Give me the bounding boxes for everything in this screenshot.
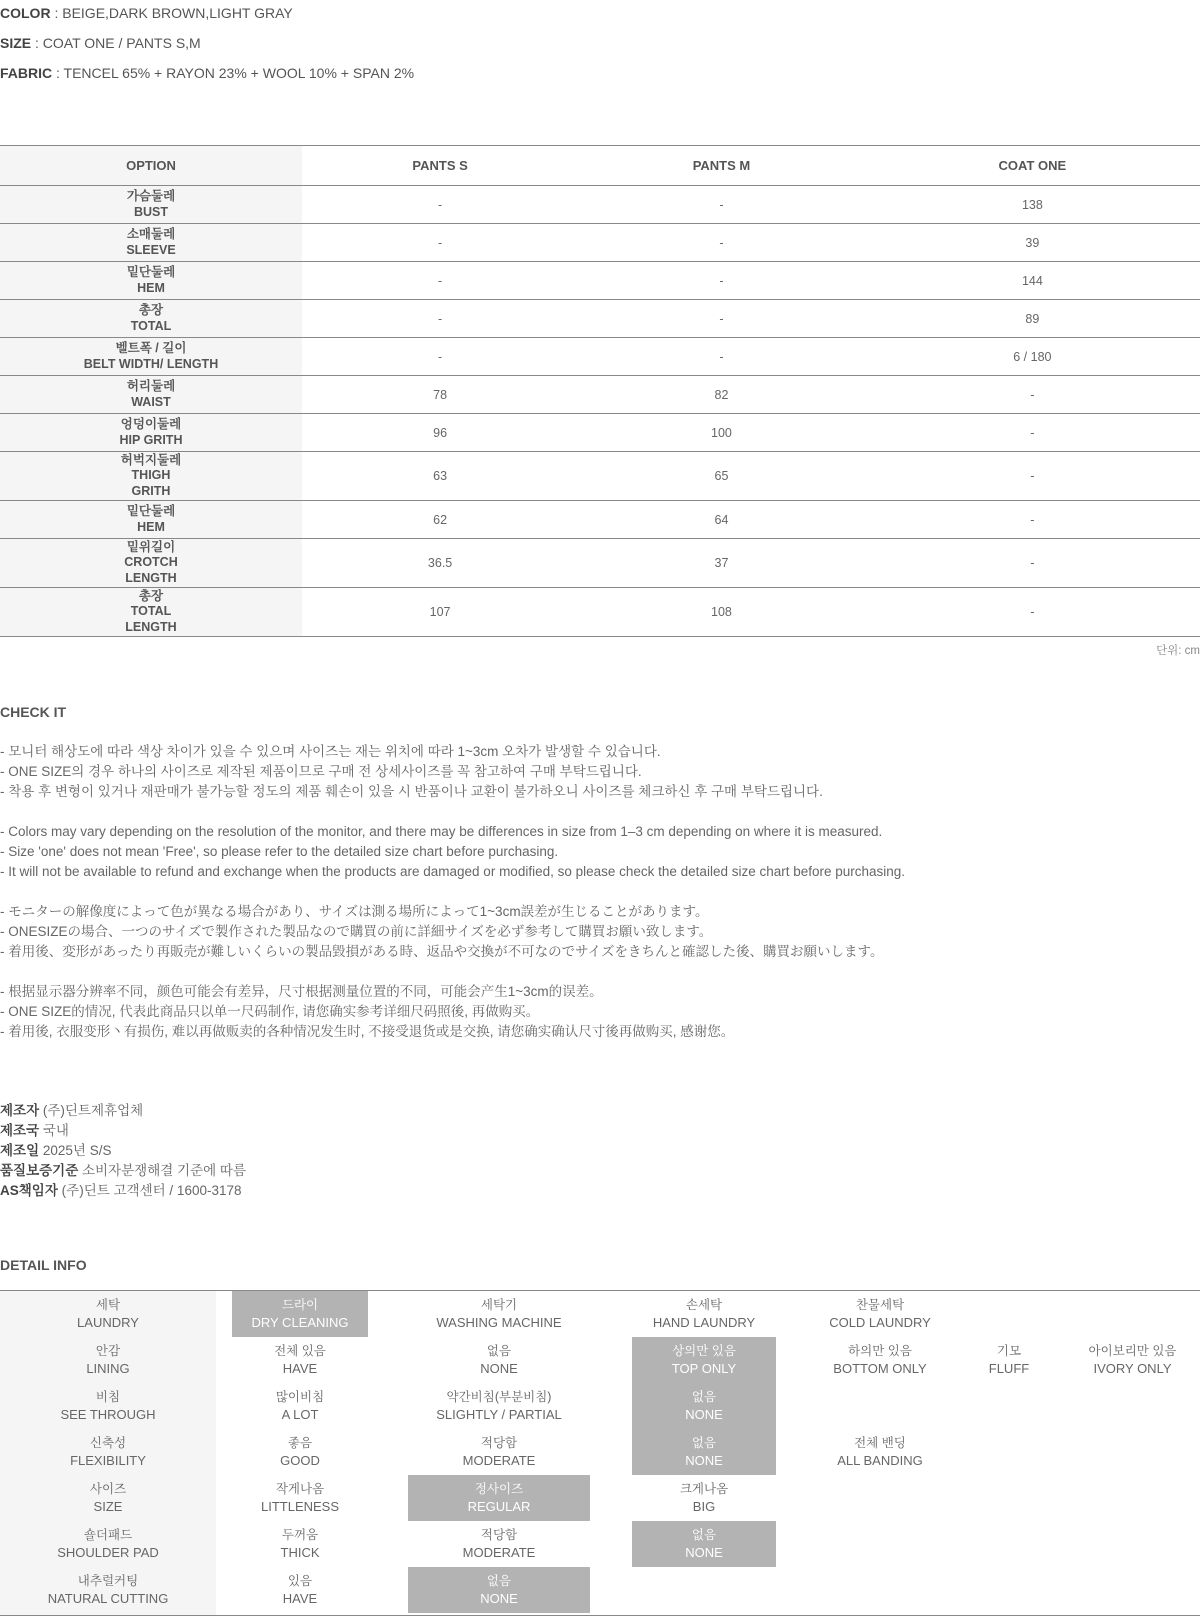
detail-info-grid xyxy=(0,1290,1200,1616)
detail-option xyxy=(408,1521,590,1567)
spec-value: BEIGE,DARK BROWN,LIGHT GRAY xyxy=(62,5,293,21)
measurement-label-en: HEM xyxy=(137,280,165,295)
detail-option-en: NONE xyxy=(480,1591,518,1606)
value-pants-s: - xyxy=(302,300,578,338)
measurement-label xyxy=(0,539,302,588)
spec-label: COLOR xyxy=(0,5,51,21)
value-pants-m: - xyxy=(578,224,865,262)
value-coat-one: 6 / 180 xyxy=(865,338,1200,376)
value-pants-m: 65 xyxy=(578,452,865,501)
detail-option-en: TOP ONLY xyxy=(671,1361,737,1376)
notice-line: - 着用後、変形があったり再販売が難しいくらいの製品毀損がある時、返品や交換が不可なのでサイズをきちんと確認した後、購買お願いします。 xyxy=(0,944,884,959)
detail-option-ko: 두꺼움 xyxy=(281,1527,319,1542)
spec-fabric: FABRIC : TENCEL 65% + RAYON 23% + WOOL 10% + SPAN 2% xyxy=(0,65,415,81)
spec-label: SIZE xyxy=(0,35,32,51)
value-coat-one: - xyxy=(865,588,1200,637)
detail-header-en: SHOULDER PAD xyxy=(57,1545,159,1560)
detail-option xyxy=(632,1291,776,1337)
notice-line: - 착용 후 변형이 있거나 재판매가 불가능할 정도의 제품 훼손이 있을 시 반품이나 교환이 불가하오니 사이즈를 체크하신 후 구매 부탁드립니다. xyxy=(0,784,823,799)
maker-row xyxy=(0,1161,246,1181)
size-row xyxy=(0,376,1200,414)
measurement-label-en: SLEEVE xyxy=(126,242,176,257)
detail-option-ko: 약간비침(부분비침) xyxy=(446,1389,552,1404)
detail-option xyxy=(408,1291,590,1337)
detail-option-en: SLIGHTLY / PARTIAL xyxy=(436,1407,562,1422)
detail-option-ko: 작게나옴 xyxy=(275,1481,325,1496)
detail-option-en: DRY CLEANING xyxy=(251,1315,349,1330)
detail-option-ko: 없음 xyxy=(486,1343,512,1358)
detail-option-ko: 상의만 있음 xyxy=(672,1343,736,1358)
size-row xyxy=(0,224,1200,262)
maker-value: 소비자분쟁해결 기준에 따름 xyxy=(82,1163,247,1178)
notice-line: - ONE SIZE的情况, 代表此商品只以单一尺码制作, 请您确实参考详细尺码照後, 再做购买。 xyxy=(0,1004,540,1019)
measurement-label xyxy=(0,588,302,637)
detail-option-ko: 없음 xyxy=(691,1435,717,1450)
detail-option-selected xyxy=(232,1291,368,1337)
detail-option xyxy=(632,1475,776,1521)
measurement-label xyxy=(0,338,302,376)
value-pants-s: 36.5 xyxy=(302,539,578,588)
detail-option-en: FLUFF xyxy=(988,1361,1030,1376)
maker-row xyxy=(0,1101,246,1121)
notice-line: - ONE SIZE의 경우 하나의 사이즈로 제작된 제품이므로 구매 전 상세사이즈를 꼭 참고하여 구매 부탁드립니다. xyxy=(0,764,642,779)
notice-line: - モニターの解像度によって色が異なる場合があり、サイズは測る場所によって1~3cm誤差が生じることがあります。 xyxy=(0,904,709,919)
detail-header-ko: 안감 xyxy=(95,1343,121,1358)
detail-option-ko: 없음 xyxy=(691,1527,717,1542)
detail-option-ko: 드라이 xyxy=(281,1297,319,1312)
detail-option-en: HAVE xyxy=(282,1591,318,1606)
detail-option xyxy=(232,1383,368,1429)
detail-header-en: LAUNDRY xyxy=(77,1315,139,1330)
header-option: OPTION xyxy=(0,146,302,186)
check-it-title: CHECK IT xyxy=(0,704,67,720)
unit-label: 단위: cm xyxy=(1156,645,1200,657)
detail-option-en: BOTTOM ONLY xyxy=(833,1361,927,1376)
detail-option-ko: 크게나옴 xyxy=(679,1481,729,1496)
detail-option-selected xyxy=(408,1475,590,1521)
detail-option-selected xyxy=(632,1383,776,1429)
value-pants-s: - xyxy=(302,338,578,376)
value-pants-m: - xyxy=(578,262,865,300)
maker-row xyxy=(0,1121,246,1141)
value-pants-s: 63 xyxy=(302,452,578,501)
measurement-label-ko: 허리둘레 xyxy=(126,379,176,393)
detail-option-ko: 아이보리만 있음 xyxy=(1088,1343,1177,1358)
size-row xyxy=(0,300,1200,338)
detail-option xyxy=(232,1429,368,1475)
detail-header-ko: 세탁 xyxy=(95,1297,121,1312)
value-coat-one: - xyxy=(865,539,1200,588)
header-pants-m: PANTS M xyxy=(578,146,865,186)
value-coat-one: - xyxy=(865,452,1200,501)
detail-option-en: NONE xyxy=(685,1407,723,1422)
detail-option-ko: 적당함 xyxy=(480,1527,518,1542)
measurement-label-ko: 벨트폭 / 길이 xyxy=(115,341,187,355)
detail-option-en: HAND LAUNDRY xyxy=(652,1315,756,1330)
detail-option-en: NONE xyxy=(480,1361,518,1376)
detail-option xyxy=(408,1337,590,1383)
value-coat-one: 89 xyxy=(865,300,1200,338)
detail-option-ko: 없음 xyxy=(691,1389,717,1404)
detail-option xyxy=(808,1429,952,1475)
measurement-label-ko: 허벅지둘레 xyxy=(120,452,182,467)
detail-header-en: SEE THROUGH xyxy=(60,1407,156,1422)
maker-value: 국내 xyxy=(42,1123,69,1138)
value-coat-one: - xyxy=(865,376,1200,414)
detail-header-en: SIZE xyxy=(93,1499,123,1514)
detail-option xyxy=(1065,1337,1200,1383)
detail-header-ko: 신축성 xyxy=(89,1435,127,1450)
detail-option-ko: 적당함 xyxy=(480,1435,518,1450)
measurement-label-en: BUST xyxy=(133,204,169,219)
detail-option xyxy=(808,1291,952,1337)
size-row xyxy=(0,588,1200,637)
detail-option-en: COLD LAUNDRY xyxy=(829,1315,931,1330)
notice-line: - 根据显示器分辨率不同，颜色可能会有差异，尺寸根据测量位置的不同，可能会产生1~3cm的误差。 xyxy=(0,984,603,999)
notice-line: - 着用後, 衣服变形丶有损伤, 难以再做贩卖的各种情况发生时, 不接受退货或是交换, 请您确实确认尺寸後再做购买, 感谢您。 xyxy=(0,1024,735,1039)
value-pants-s: 96 xyxy=(302,414,578,452)
maker-label: 제조일 xyxy=(0,1143,40,1158)
measurement-label xyxy=(0,300,302,338)
notice-line: - 모니터 해상도에 따라 색상 차이가 있을 수 있으며 사이즈는 재는 위치에 따라 1~3cm 오차가 발생할 수 있습니다. xyxy=(0,744,661,759)
spec-value: TENCEL 65% + RAYON 23% + WOOL 10% + SPAN 2% xyxy=(63,65,415,81)
detail-row-header xyxy=(0,1521,216,1567)
value-pants-m: 108 xyxy=(578,588,865,637)
detail-option-ko: 없음 xyxy=(486,1573,512,1588)
measurement-label-en: CROTCH xyxy=(124,555,178,570)
detail-option xyxy=(955,1337,1063,1383)
value-pants-m: 82 xyxy=(578,376,865,414)
detail-option xyxy=(232,1475,368,1521)
detail-row-header xyxy=(0,1291,216,1337)
value-pants-m: - xyxy=(578,300,865,338)
measurement-label-en: BELT WIDTH/ LENGTH xyxy=(83,356,219,371)
value-pants-m: - xyxy=(578,338,865,376)
detail-header-ko: 숄더패드 xyxy=(83,1527,133,1542)
detail-option-ko: 찬물세탁 xyxy=(855,1297,905,1312)
measurement-label-ko: 소매둘레 xyxy=(126,227,176,241)
size-table xyxy=(0,145,1200,637)
measurement-label-en: HEM xyxy=(137,519,165,534)
maker-value: (주)딘트 고객센터 / 1600-3178 xyxy=(61,1183,242,1198)
value-pants-s: 78 xyxy=(302,376,578,414)
measurement-label-en: LENGTH xyxy=(125,619,177,634)
detail-option xyxy=(232,1521,368,1567)
notice-line: - It will not be available to refund and exchange when the products are damaged or modified, so please check the detailed size chart before purchasing. xyxy=(0,864,906,879)
detail-header-ko: 사이즈 xyxy=(89,1481,127,1496)
measurement-label-ko: 밑단둘레 xyxy=(126,504,176,518)
detail-option-ko: 기모 xyxy=(996,1343,1022,1358)
notice-line: - Colors may vary depending on the resolution of the monitor, and there may be differences in size from 1–3 cm depending on where it is measured. xyxy=(0,824,883,839)
measurement-label-en: TOTAL xyxy=(130,604,172,619)
measurement-label xyxy=(0,414,302,452)
size-row xyxy=(0,414,1200,452)
measurement-label xyxy=(0,501,302,539)
measurement-label xyxy=(0,224,302,262)
value-pants-s: - xyxy=(302,262,578,300)
maker-label: 제조국 xyxy=(0,1123,40,1138)
measurement-label-en: THIGH xyxy=(131,468,171,483)
measurement-label-en: LENGTH xyxy=(125,570,177,585)
detail-option-selected xyxy=(632,1429,776,1475)
value-coat-one: - xyxy=(865,501,1200,539)
detail-row-header xyxy=(0,1475,216,1521)
check-it-korean xyxy=(0,742,823,802)
detail-option-ko: 많이비침 xyxy=(275,1389,325,1404)
maker-row xyxy=(0,1181,246,1201)
detail-option-en: HAVE xyxy=(282,1361,318,1376)
maker-label: 제조자 xyxy=(0,1103,40,1118)
detail-option-en: WASHING MACHINE xyxy=(436,1315,562,1330)
measurement-label-ko: 엉덩이둘레 xyxy=(120,417,182,431)
detail-option xyxy=(408,1429,590,1475)
measurement-label-ko: 총장 xyxy=(138,588,164,603)
measurement-label-en: GRITH xyxy=(131,483,171,498)
size-row xyxy=(0,539,1200,588)
detail-option-ko: 세탁기 xyxy=(480,1297,518,1312)
notice-line: - Size 'one' does not mean 'Free', so please refer to the detailed size chart before purchasing. xyxy=(0,844,559,859)
detail-option-selected xyxy=(632,1521,776,1567)
detail-header-en: FLEXIBILITY xyxy=(70,1453,146,1468)
detail-option xyxy=(808,1337,952,1383)
value-coat-one: 39 xyxy=(865,224,1200,262)
detail-row-header xyxy=(0,1383,216,1429)
maker-value: (주)딘트제휴업체 xyxy=(42,1103,144,1118)
detail-option-en: THICK xyxy=(280,1545,320,1560)
check-it-chinese xyxy=(0,982,734,1042)
detail-row-header xyxy=(0,1337,216,1383)
size-row xyxy=(0,186,1200,224)
measurement-label-en: HIP GRITH xyxy=(119,432,183,447)
value-coat-one: 144 xyxy=(865,262,1200,300)
size-row xyxy=(0,452,1200,501)
detail-option-en: BIG xyxy=(692,1499,716,1514)
value-pants-m: - xyxy=(578,186,865,224)
detail-row-header xyxy=(0,1429,216,1475)
detail-header-ko: 내추럴커팅 xyxy=(77,1573,139,1588)
detail-option-en: MODERATE xyxy=(462,1545,536,1560)
detail-option-en: A LOT xyxy=(281,1407,319,1422)
detail-option-selected xyxy=(408,1567,590,1613)
maker-row xyxy=(0,1141,246,1161)
detail-option-en: MODERATE xyxy=(462,1453,536,1468)
spec-color: COLOR : BEIGE,DARK BROWN,LIGHT GRAY xyxy=(0,5,293,21)
maker-info xyxy=(0,1101,246,1201)
value-pants-s: 107 xyxy=(302,588,578,637)
detail-option-ko: 손세탁 xyxy=(685,1297,723,1312)
value-coat-one: 138 xyxy=(865,186,1200,224)
header-pants-s: PANTS S xyxy=(302,146,578,186)
value-coat-one: - xyxy=(865,414,1200,452)
value-pants-s: - xyxy=(302,224,578,262)
maker-label: AS책임자 xyxy=(0,1183,58,1198)
measurement-label-en: WAIST xyxy=(131,394,171,409)
detail-option xyxy=(408,1383,590,1429)
detail-header-ko: 비침 xyxy=(95,1389,121,1404)
spec-size: SIZE : COAT ONE / PANTS S,M xyxy=(0,35,201,51)
size-row xyxy=(0,262,1200,300)
detail-option-en: NONE xyxy=(685,1453,723,1468)
spec-value: COAT ONE / PANTS S,M xyxy=(42,35,201,51)
measurement-label-ko: 총장 xyxy=(138,303,164,317)
detail-option-ko: 좋음 xyxy=(287,1435,313,1450)
detail-option-en: NONE xyxy=(685,1545,723,1560)
measurement-label-ko: 밑단둘레 xyxy=(126,265,176,279)
size-row xyxy=(0,338,1200,376)
value-pants-m: 37 xyxy=(578,539,865,588)
detail-option-en: REGULAR xyxy=(467,1499,531,1514)
check-it-english xyxy=(0,822,905,882)
detail-option xyxy=(232,1337,368,1383)
detail-option-selected xyxy=(632,1337,776,1383)
detail-option-en: GOOD xyxy=(280,1453,320,1468)
detail-option-ko: 전체 밴딩 xyxy=(854,1435,906,1450)
measurement-label xyxy=(0,262,302,300)
notice-line: - ONESIZEの場合、一つのサイズで製作された製品なので購買の前に詳細サイズを必ず参考して購買お願い致します。 xyxy=(0,924,713,939)
detail-option-ko: 하의만 있음 xyxy=(848,1343,912,1358)
detail-row-header xyxy=(0,1567,216,1613)
size-table-header xyxy=(0,146,1200,186)
size-row xyxy=(0,501,1200,539)
maker-label: 품질보증기준 xyxy=(0,1163,79,1178)
detail-header-en: NATURAL CUTTING xyxy=(47,1591,169,1606)
detail-option-ko: 전체 있음 xyxy=(274,1343,326,1358)
value-pants-s: - xyxy=(302,186,578,224)
value-pants-m: 64 xyxy=(578,501,865,539)
detail-info-title: DETAIL INFO xyxy=(0,1257,87,1273)
maker-value: 2025년 S/S xyxy=(42,1143,112,1158)
check-it-japanese xyxy=(0,902,883,962)
detail-option-en: ALL BANDING xyxy=(837,1453,923,1468)
measurement-label xyxy=(0,452,302,501)
detail-option-ko: 있음 xyxy=(287,1573,313,1588)
measurement-label-en: TOTAL xyxy=(130,318,172,333)
header-coat-one: COAT ONE xyxy=(865,146,1200,186)
spec-label: FABRIC xyxy=(0,65,53,81)
detail-option-ko: 정사이즈 xyxy=(474,1481,524,1496)
measurement-label-ko: 밑위길이 xyxy=(126,539,176,554)
value-pants-s: 62 xyxy=(302,501,578,539)
measurement-label xyxy=(0,376,302,414)
detail-option-en: IVORY ONLY xyxy=(1093,1361,1172,1376)
detail-option-en: LITTLENESS xyxy=(260,1499,340,1514)
detail-option xyxy=(232,1567,368,1613)
measurement-label-ko: 가슴둘레 xyxy=(126,189,176,203)
value-pants-m: 100 xyxy=(578,414,865,452)
detail-header-en: LINING xyxy=(86,1361,130,1376)
measurement-label xyxy=(0,186,302,224)
